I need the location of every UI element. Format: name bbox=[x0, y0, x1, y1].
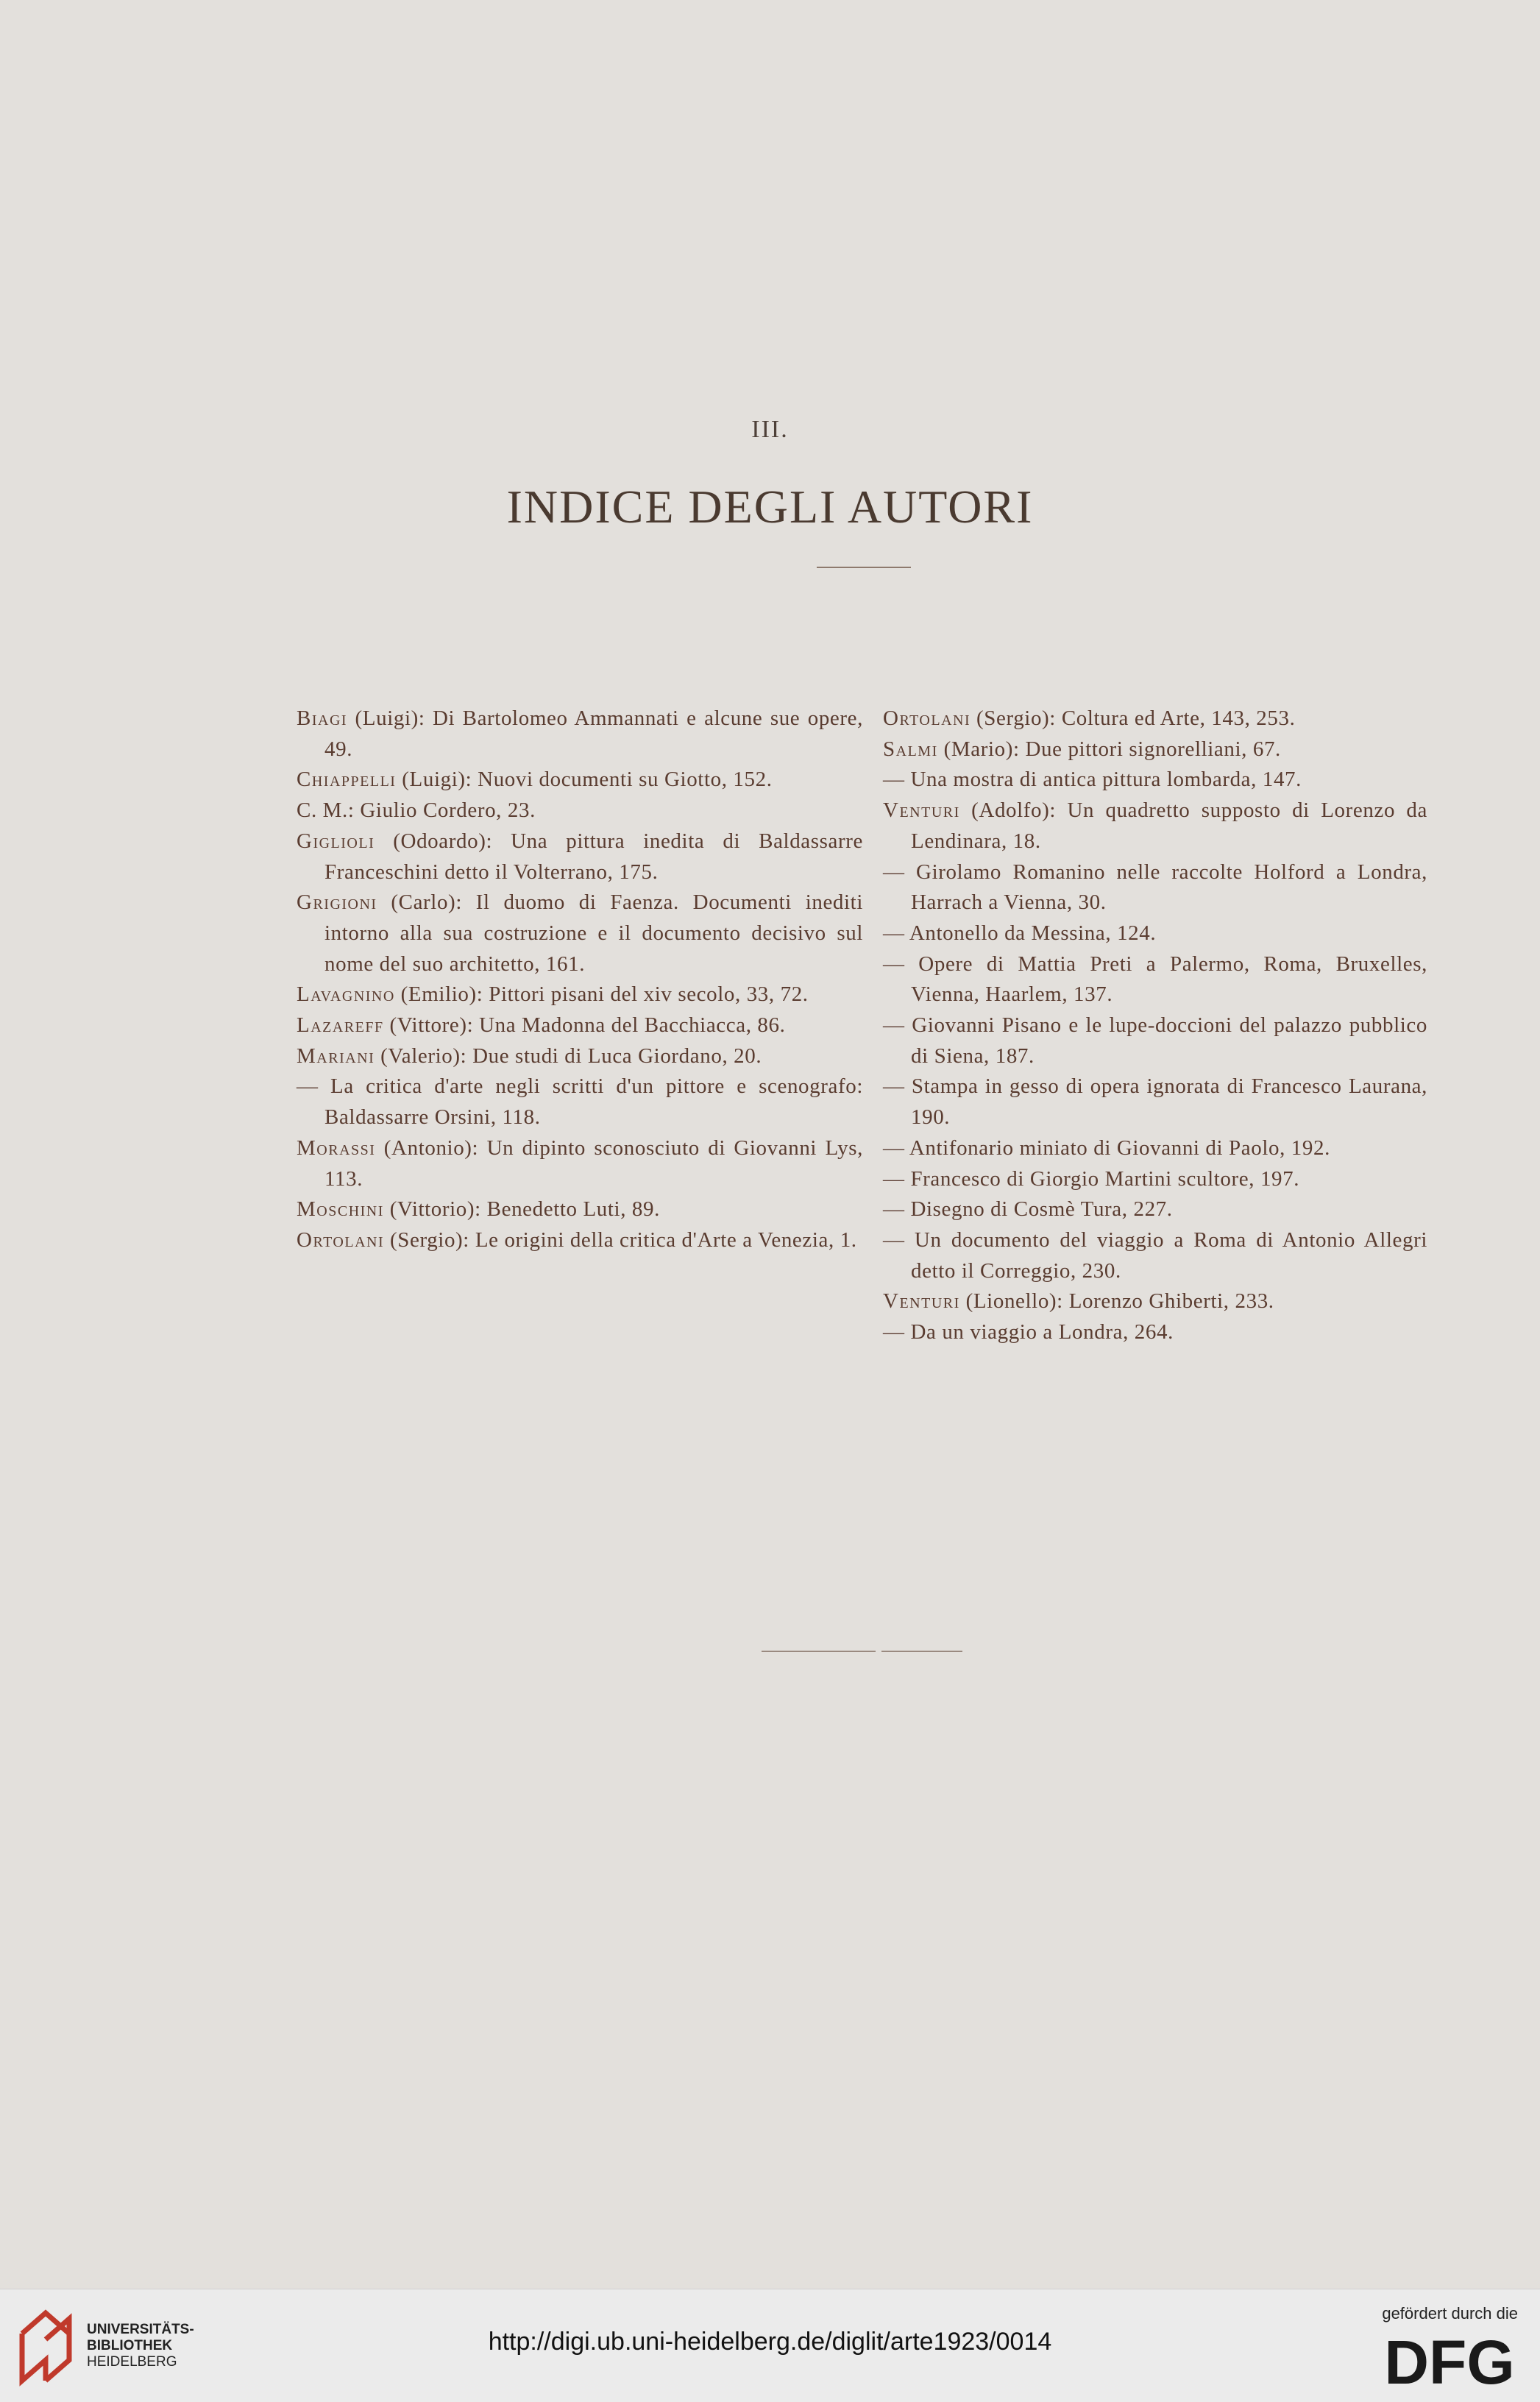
entry-author: Mariani bbox=[297, 1044, 375, 1068]
dfg-logo-text: DFG bbox=[1384, 2332, 1515, 2391]
entry-text: (Carlo): Il duomo di Faenza. Documenti inediti intorno alla sua costruzione e il documento decisivo sul nome del suo architetto, 161. bbox=[324, 890, 863, 976]
entry-text: (Vittorio): Benedetto Luti, 89. bbox=[383, 1197, 660, 1222]
entry-author: Lazareff bbox=[297, 1013, 384, 1038]
entry-text: — Antifonario miniato di Giovanni di Paolo, 192. bbox=[883, 1136, 1330, 1160]
entry-author: Ortolani bbox=[883, 706, 971, 730]
permalink-url[interactable]: http://digi.ub.uni-heidelberg.de/diglit/arte1923/0014 bbox=[488, 2328, 1052, 2356]
entry-author: Venturi bbox=[883, 798, 960, 823]
index-entry bbox=[883, 1194, 1427, 1225]
entry-text: — Francesco di Giorgio Martini scultore, 197. bbox=[883, 1166, 1300, 1191]
index-entry bbox=[883, 1225, 1427, 1286]
entry-author: Giglioli bbox=[297, 829, 375, 853]
index-column-left bbox=[297, 704, 863, 1256]
entry-author: Morassi bbox=[297, 1136, 376, 1160]
entry-author: Ortolani bbox=[297, 1227, 385, 1252]
entry-text: — Giovanni Pisano e le lupe-doccioni del palazzo pubblico di Siena, 187. bbox=[883, 1013, 1427, 1068]
entry-author: Moschini bbox=[297, 1197, 384, 1222]
library-name-line2: BIBLIOTHEK bbox=[87, 2338, 173, 2353]
entry-text: (Luigi): Nuovi documenti su Giotto, 152. bbox=[396, 768, 773, 792]
entry-text: — La critica d'arte negli scritti d'un pittore e scenografo: Baldassarre Orsini, 118. bbox=[297, 1074, 863, 1130]
index-entry bbox=[883, 857, 1427, 918]
entry-author: Chiappelli bbox=[297, 768, 397, 792]
entry-text: (Adolfo): Un quadretto supposto di Lorenzo da Lendinara, 18. bbox=[911, 798, 1427, 853]
entry-text: — Disegno di Cosmè Tura, 227. bbox=[883, 1197, 1173, 1222]
index-entry bbox=[297, 1225, 863, 1256]
index-entry bbox=[883, 1071, 1427, 1133]
entry-text: C. M.: Giulio Cordero, 23. bbox=[297, 798, 536, 823]
index-entry bbox=[883, 765, 1427, 796]
index-entry bbox=[297, 1071, 863, 1133]
index-entry bbox=[297, 1010, 863, 1041]
library-name-line3: HEIDELBERG bbox=[87, 2354, 177, 2370]
index-entry bbox=[883, 1164, 1427, 1195]
entry-text: (Luigi): Di Bartolomeo Ammannati e alcune sue opere, 49. bbox=[324, 706, 863, 761]
digitization-footer bbox=[0, 2289, 1540, 2402]
index-entry bbox=[883, 704, 1427, 734]
entry-author: Biagi bbox=[297, 706, 348, 730]
entry-text: (Antonio): Un dipinto sconosciuto di Giovanni Lys, 113. bbox=[324, 1136, 863, 1191]
page-end-ornament-left bbox=[762, 1651, 876, 1652]
index-entry bbox=[883, 949, 1427, 1010]
index-entry bbox=[883, 1010, 1427, 1071]
entry-text: (Mario): Due pittori signorelliani, 67. bbox=[937, 737, 1281, 761]
entry-text: — Un documento del viaggio a Roma di Antonio Allegri detto il Correggio, 230. bbox=[883, 1227, 1427, 1283]
index-entry bbox=[883, 1317, 1427, 1348]
entry-text: (Sergio): Coltura ed Arte, 143, 253. bbox=[971, 706, 1296, 730]
entry-text: — Opere di Mattia Preti a Palermo, Roma, Bruxelles, Vienna, Haarlem, 137. bbox=[883, 952, 1427, 1007]
entry-text: (Odoardo): Una pittura inedita di Baldassarre Franceschini detto il Volterrano, 175. bbox=[324, 829, 863, 884]
index-entry bbox=[297, 765, 863, 796]
entry-author: Salmi bbox=[883, 737, 938, 761]
index-entry bbox=[883, 918, 1427, 949]
index-entry bbox=[297, 979, 863, 1010]
index-entry bbox=[883, 1286, 1427, 1317]
library-name-line1: UNIVERSITÄTS- bbox=[87, 2322, 194, 2337]
section-number: III. bbox=[751, 416, 789, 443]
entry-text: (Emilio): Pittori pisani del xiv secolo, 33, 72. bbox=[394, 982, 809, 1007]
title-divider bbox=[817, 567, 911, 568]
entry-text: (Vittore): Una Madonna del Bacchiacca, 86. bbox=[383, 1013, 786, 1038]
index-column-right bbox=[883, 704, 1427, 1348]
entry-author: Lavagnino bbox=[297, 982, 395, 1007]
index-entry bbox=[297, 796, 863, 826]
dfg-logo-icon bbox=[1380, 2332, 1519, 2391]
index-entry bbox=[883, 796, 1427, 857]
index-entry bbox=[297, 1133, 863, 1194]
entry-author: Grigioni bbox=[297, 890, 377, 915]
entry-text: — Antonello da Messina, 124. bbox=[883, 921, 1157, 945]
page-end-ornament-right bbox=[881, 1651, 962, 1652]
index-entry bbox=[297, 1194, 863, 1225]
entry-text: (Sergio): Le origini della critica d'Arte a Venezia, 1. bbox=[384, 1227, 857, 1252]
page-title: INDICE DEGLI AUTORI bbox=[506, 481, 1034, 533]
entry-text: — Girolamo Romanino nelle raccolte Holford a Londra, Harrach a Vienna, 30. bbox=[883, 860, 1427, 915]
entry-text: — Una mostra di antica pittura lombarda, 147. bbox=[883, 768, 1302, 792]
entry-text: (Valerio): Due studi di Luca Giordano, 20. bbox=[375, 1044, 762, 1068]
index-entry bbox=[297, 704, 863, 765]
entry-text: — Da un viaggio a Londra, 264. bbox=[883, 1320, 1174, 1345]
index-entry bbox=[883, 734, 1427, 765]
index-entry bbox=[297, 888, 863, 979]
entry-author: Venturi bbox=[883, 1289, 960, 1314]
index-entry bbox=[297, 1041, 863, 1072]
funding-caption: gefördert durch die bbox=[1382, 2304, 1518, 2323]
index-entry bbox=[297, 826, 863, 888]
index-entry bbox=[883, 1133, 1427, 1164]
entry-text: — Stampa in gesso di opera ignorata di Francesco Laurana, 190. bbox=[883, 1074, 1427, 1130]
entry-text: (Lionello): Lorenzo Ghiberti, 233. bbox=[959, 1289, 1274, 1314]
